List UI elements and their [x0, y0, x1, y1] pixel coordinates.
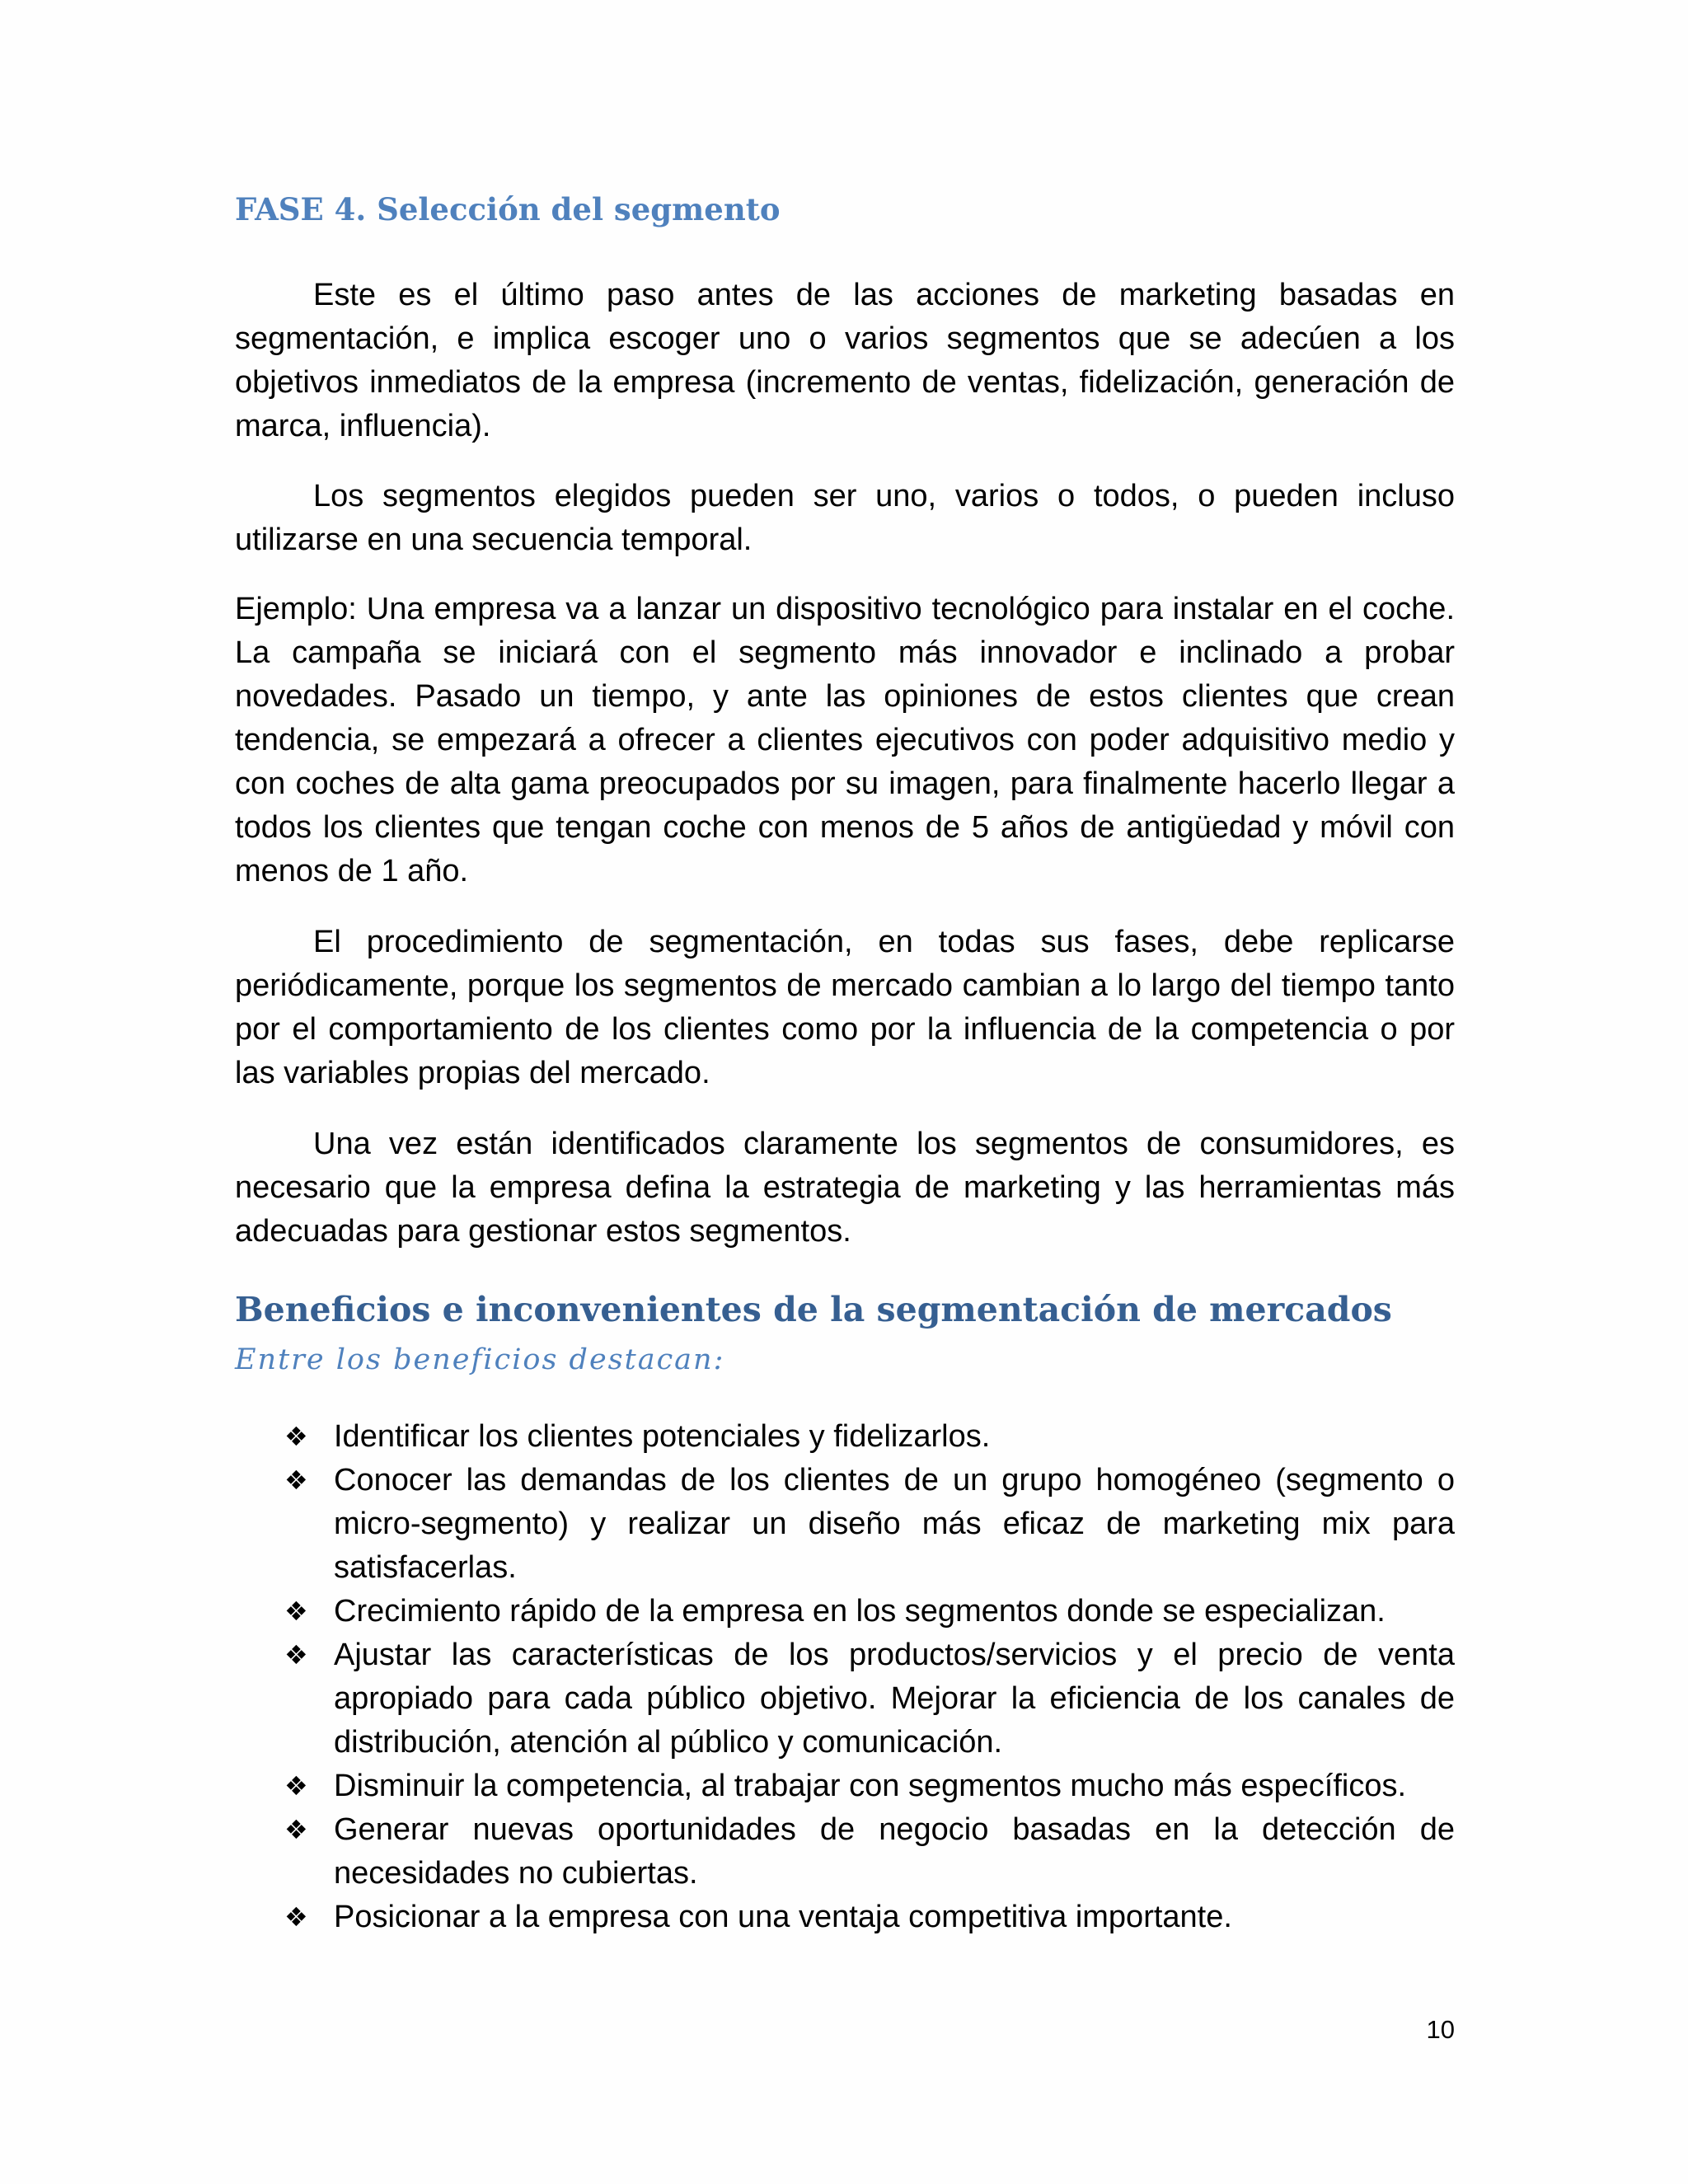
paragraph-example: Ejemplo: Una empresa va a lanzar un dispositivo tecnológico para instalar en el coche. La campaña se iniciará con el segmento más innovador e inclinado a probar novedades. Pasado un tiempo, y ante las opiniones de estos clientes que crean tendencia, se empezará a ofrecer a clientes ejecutivos con poder adquisitivo medio y con coches de alta gama preocupados por su imagen, para finalmente hacerlo llegar a todos los clientes que tengan coche con menos de 5 años de antigüedad y móvil con menos de 1 año. [235, 592, 1455, 888]
diamond-bullet-icon: ❖ [284, 1465, 308, 1496]
list-item [284, 1765, 1455, 1808]
list-item [284, 1896, 1455, 1939]
phase-heading: FASE 4. Selección del segmento [235, 191, 781, 227]
list-item [284, 1459, 1455, 1590]
list-item-text: Ajustar las características de los productos/servicios y el precio de venta apropiado para cada público objetivo. Mejorar la eficiencia de los canales de distribución, atención al público y comunicación. [334, 1638, 1455, 1760]
diamond-bullet-icon: ❖ [284, 1596, 308, 1627]
paragraph-procedure: El procedimiento de segmentación, en todas sus fases, debe replicarse periódicamente, porque los segmentos de mercado cambian a lo largo del tiempo tanto por el comportamiento de los clientes como por la influencia de la competencia o por las variables propias del mercado. [235, 925, 1455, 1090]
list-item-text: Identificar los clientes potenciales y fidelizarlos. [334, 1419, 991, 1454]
diamond-bullet-icon: ❖ [284, 1814, 308, 1845]
list-item-text: Disminuir la competencia, al trabajar con segmentos mucho más específicos. [334, 1769, 1407, 1803]
list-item [284, 1415, 1455, 1459]
paragraph-strategy: Una vez están identificados claramente los segmentos de consumidores, es necesario que la empresa defina la estrategia de marketing y las herramientas más adecuadas para gestionar estos segmentos. [235, 1127, 1455, 1249]
diamond-bullet-icon: ❖ [284, 1639, 308, 1671]
benefits-list [284, 1415, 1455, 1939]
list-item-text: Generar nuevas oportunidades de negocio basadas en la detección de necesidades no cubiertas. [334, 1812, 1455, 1891]
diamond-bullet-icon: ❖ [284, 1770, 308, 1802]
diamond-bullet-icon: ❖ [284, 1421, 308, 1452]
benefits-subheading: Entre los beneficios destacan: [235, 1343, 725, 1376]
list-item-text: Conocer las demandas de los clientes de un grupo homogéneo (segmento o micro-segmento) y realizar un diseño más eficaz de marketing mix para satisfacerlas. [334, 1463, 1455, 1585]
list-item [284, 1633, 1455, 1765]
list-item [284, 1590, 1455, 1633]
list-item-text: Crecimiento rápido de la empresa en los segmentos donde se especializan. [334, 1594, 1386, 1629]
list-item-text: Posicionar a la empresa con una ventaja competitiva importante. [334, 1900, 1232, 1934]
list-item [284, 1808, 1455, 1896]
diamond-bullet-icon: ❖ [284, 1901, 308, 1933]
paragraph-chosen-segments: Los segmentos elegidos pueden ser uno, varios o todos, o pueden incluso utilizarse en una secuencia temporal. [235, 479, 1455, 557]
benefits-heading: Beneficios e inconvenientes de la segmentación de mercados [235, 1290, 1392, 1329]
paragraph-last-step: Este es el último paso antes de las acciones de marketing basadas en segmentación, e implica escoger uno o varios segmentos que se adecúen a los objetivos inmediatos de la empresa (incremento de ventas, fidelización, generación de marca, influencia). [235, 278, 1455, 443]
page-number: 10 [1426, 2015, 1455, 2044]
